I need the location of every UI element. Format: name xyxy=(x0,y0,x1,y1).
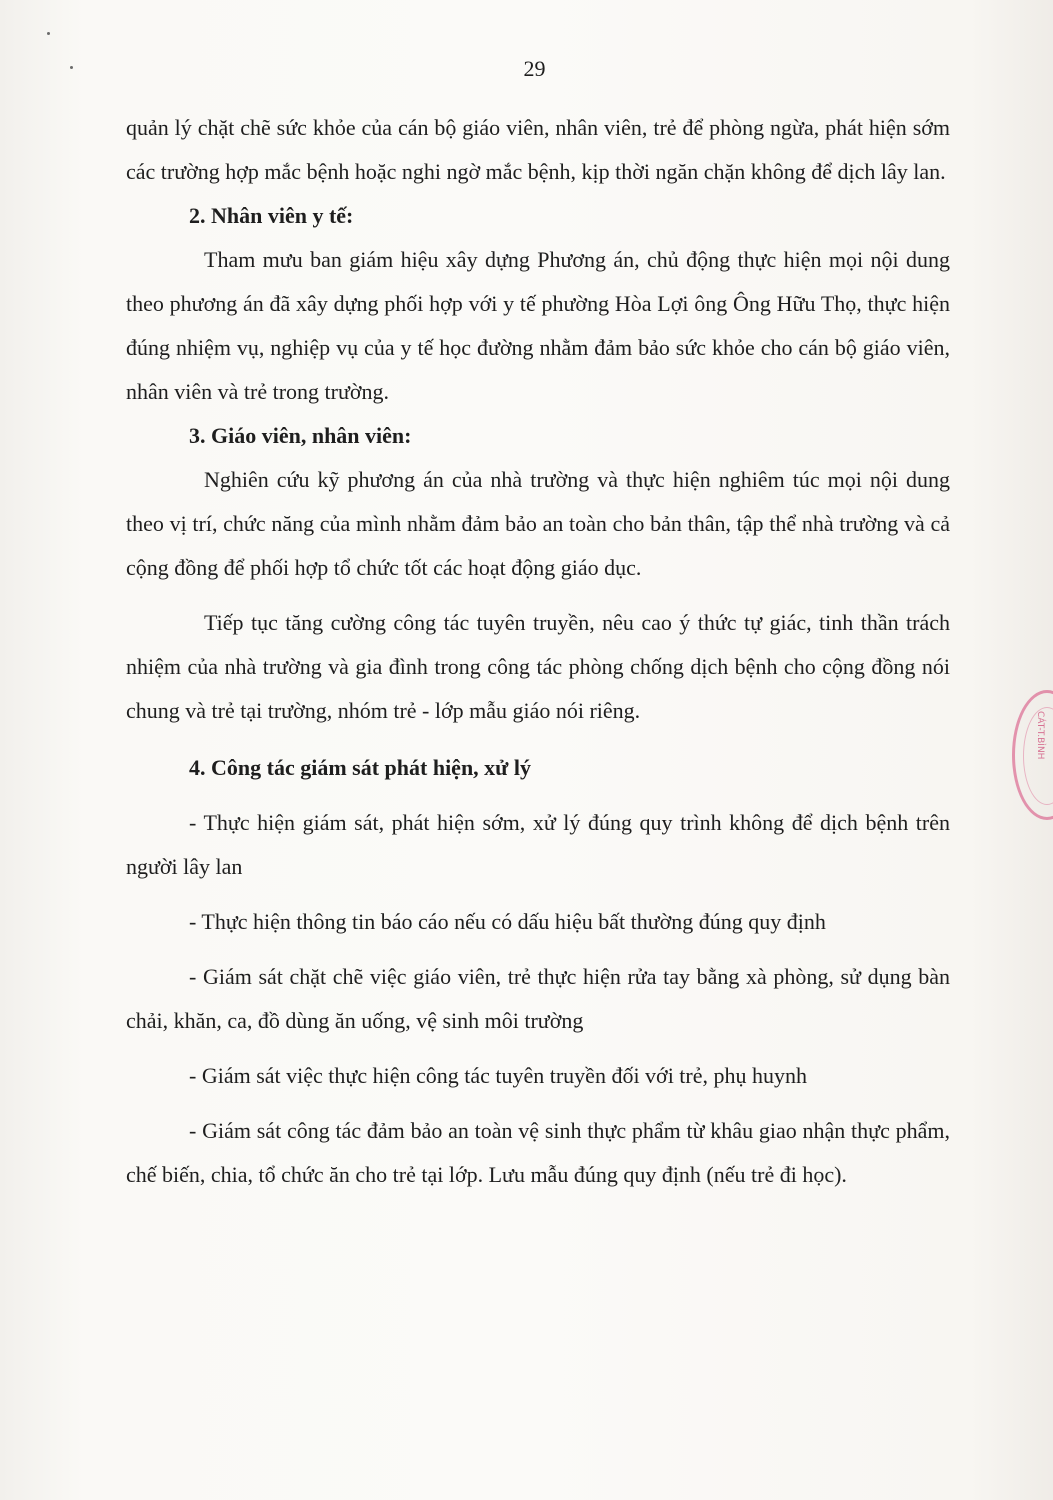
list-item-supervision: - Thực hiện giám sát, phát hiện sớm, xử lý đúng quy trình không để dịch bệnh trên người lây lan xyxy=(126,810,950,879)
scan-speck xyxy=(47,32,50,35)
stamp-text: CÁT-T.BÌNH xyxy=(1035,711,1045,760)
page-number: 29 xyxy=(523,56,546,81)
section-heading-medical-staff: 2. Nhân viên y tế: xyxy=(189,203,354,228)
list-item-supervision: - Giám sát việc thực hiện công tác tuyên truyền đối với trẻ, phụ huynh xyxy=(189,1063,808,1088)
list-item-supervision: - Giám sát chặt chẽ việc giáo viên, trẻ thực hiện rửa tay bằng xà phòng, sử dụng bàn chải, khăn, ca, đồ dùng ăn uống, vệ sinh môi trường xyxy=(126,964,950,1033)
list-item-supervision: - Giám sát công tác đảm bảo an toàn vệ sinh thực phẩm từ khâu giao nhận thực phẩm, chế biến, chia, tổ chức ăn cho trẻ tại lớp. Lưu mẫu đúng quy định (nếu trẻ đi học). xyxy=(126,1118,950,1187)
paragraph-medical-staff: Tham mưu ban giám hiệu xây dựng Phương án, chủ động thực hiện mọi nội dung theo phương án đã xây dựng phối hợp với y tế phường Hòa Lợi ông Ông Hữu Thọ, thực hiện đúng nhiệm vụ, nghiệp vụ của y tế học đường nhằm đảm bảo sức khỏe cho cán bộ giáo viên, nhân viên và trẻ trong trường. xyxy=(126,247,950,404)
section-heading-supervision: 4. Công tác giám sát phát hiện, xử lý xyxy=(189,755,531,780)
paragraph-propaganda: Tiếp tục tăng cường công tác tuyên truyền, nêu cao ý thức tự giác, tinh thần trách nhiệm của nhà trường và gia đình trong công tác phòng chống dịch bệnh cho cộng đồng nói chung và trẻ tại trường, nhóm trẻ - lớp mẫu giáo nói riêng. xyxy=(126,610,950,723)
section-heading-teachers-staff: 3. Giáo viên, nhân viên: xyxy=(189,423,412,448)
document-body xyxy=(126,106,950,1197)
official-stamp xyxy=(1012,690,1053,820)
paragraph-teachers-staff: Nghiên cứu kỹ phương án của nhà trường và thực hiện nghiêm túc mọi nội dung theo vị trí, chức năng của mình nhằm đảm bảo an toàn cho bản thân, tập thể nhà trường và cả cộng đồng để phối hợp tổ chức tốt các hoạt động giáo dục. xyxy=(126,467,950,580)
list-item-supervision: - Thực hiện thông tin báo cáo nếu có dấu hiệu bất thường đúng quy định xyxy=(189,909,826,934)
paragraph-continuation: quản lý chặt chẽ sức khỏe của cán bộ giáo viên, nhân viên, trẻ để phòng ngừa, phát hiện sớm các trường hợp mắc bệnh hoặc nghi ngờ mắc bệnh, kịp thời ngăn chặn không để dịch lây lan. xyxy=(126,115,950,184)
